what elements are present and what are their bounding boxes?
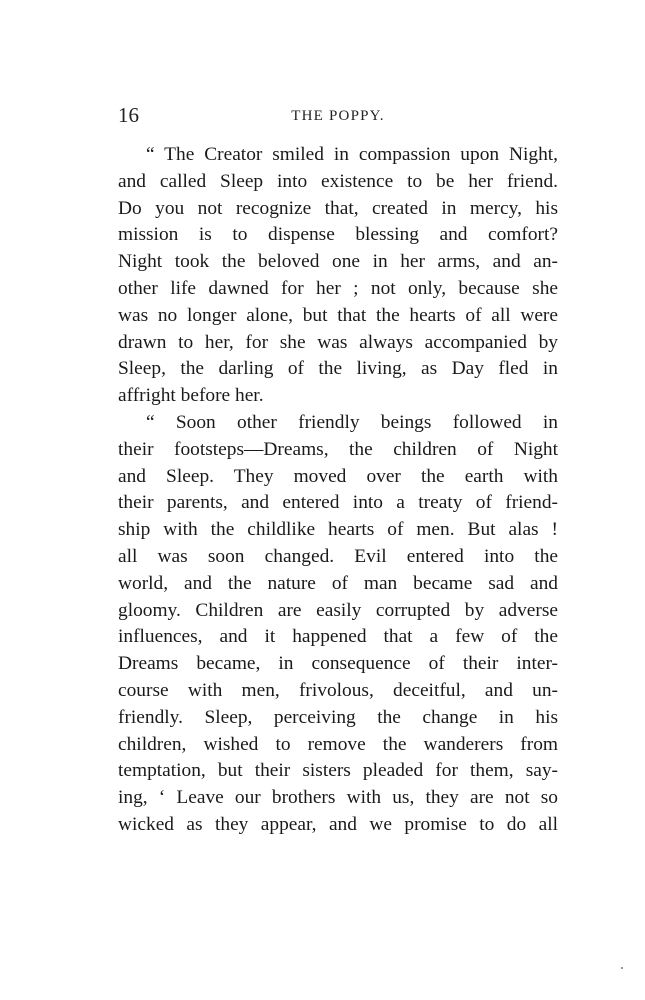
text-line: “ The Creator smiled in compassion upon Night, xyxy=(146,144,558,165)
print-speck xyxy=(621,967,623,969)
text-line: their footsteps—Dreams, the children of Night xyxy=(118,438,558,460)
page-header xyxy=(118,101,558,131)
text-line: friendly. Sleep, perceiving the change in his xyxy=(118,706,558,728)
text-line: and Sleep. They moved over the earth with xyxy=(118,465,558,487)
text-line: “ Soon other friendly beings followed in xyxy=(146,411,558,433)
text-line: children, wished to remove the wanderers from xyxy=(118,733,558,755)
text-line: wicked as they appear, and we promise to do all xyxy=(118,813,558,835)
page-number: 16 xyxy=(118,103,139,127)
running-head: THE POPPY. xyxy=(291,108,385,124)
text-line: Night took the beloved one in her arms, and an- xyxy=(118,251,558,273)
text-line: gloomy. Children are easily corrupted by adverse xyxy=(118,599,558,621)
text-line: ship with the childlike hearts of men. But alas ! xyxy=(118,519,558,541)
text-line: mission is to dispense blessing and comfort? xyxy=(118,224,558,246)
text-line: world, and the nature of man became sad and xyxy=(118,572,558,594)
text-line: other life dawned for her ; not only, because she xyxy=(118,277,558,299)
text-line: all was soon changed. Evil entered into the xyxy=(118,545,558,567)
text-line: course with men, frivolous, deceitful, and un- xyxy=(118,679,558,701)
text-line: Sleep, the darling of the living, as Day fled in xyxy=(118,358,558,380)
text-line: drawn to her, for she was always accompanied by xyxy=(118,331,558,353)
text-line: temptation, but their sisters pleaded for them, say- xyxy=(118,760,558,782)
text-line: influences, and it happened that a few of the xyxy=(118,626,558,648)
text-line: affright before her. xyxy=(118,385,264,407)
text-line: ing, ‘ Leave our brothers with us, they are not so xyxy=(118,787,558,809)
text-line: their parents, and entered into a treaty of friend- xyxy=(118,492,558,514)
paragraph-2 xyxy=(118,410,558,839)
text-line: was no longer alone, but that the hearts of all were xyxy=(118,304,558,326)
text-line: and called Sleep into existence to be her friend. xyxy=(118,170,558,192)
paragraph-1 xyxy=(118,142,558,410)
text-line: Dreams became, in consequence of their inter- xyxy=(118,653,558,675)
text-line: Do you not recognize that, created in mercy, his xyxy=(118,197,558,219)
body-text xyxy=(118,142,558,839)
